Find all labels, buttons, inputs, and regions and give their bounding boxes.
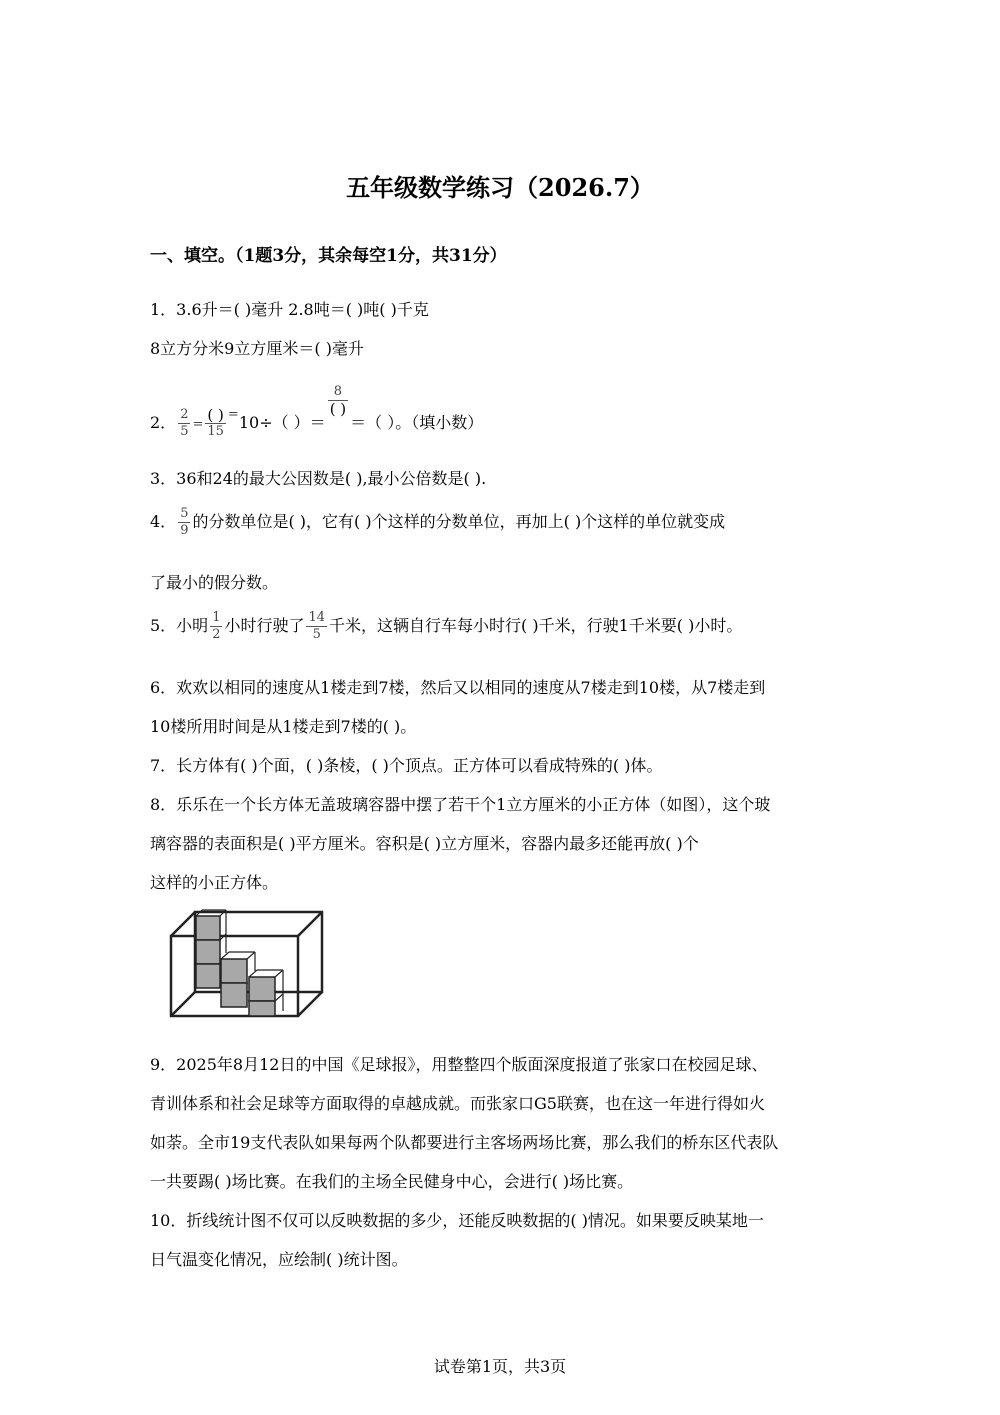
q5-fraction-1 bbox=[210, 610, 222, 643]
question-10-line-1: 10．折线统计图不仅可以反映数据的多少，还能反映数据的( )情况。如果要反映某地一 bbox=[150, 1211, 764, 1230]
glass-container-figure bbox=[165, 907, 330, 1022]
q2-f3-num: 8 bbox=[328, 384, 348, 401]
q2-suffix: ＝（ ）。（填小数） bbox=[350, 413, 484, 432]
q5-f2-den: 5 bbox=[312, 627, 321, 642]
question-6-line-1: 6．欢欢以相同的速度从1楼走到7楼，然后又以相同的速度从7楼走到10楼，从7楼走到 bbox=[150, 678, 766, 697]
question-3: 3．36和24的最大公因数是( ),最小公倍数是( ). bbox=[150, 469, 487, 488]
q2-fraction-1 bbox=[178, 407, 190, 440]
page-footer: 试卷第1页，共3页 bbox=[433, 1357, 567, 1376]
q5-fraction-2 bbox=[306, 610, 327, 643]
q2-f2-num: ( ) bbox=[205, 407, 226, 424]
page-title: 五年级数学练习（2026.7） bbox=[346, 173, 654, 202]
question-9-line-3: 如荼。全市19支代表队如果每两个队都要进行主客场两场比赛，那么我们的桥东区代表队 bbox=[150, 1133, 779, 1152]
question-6-line-2: 10楼所用时间是从1楼走到7楼的( )。 bbox=[150, 717, 417, 736]
q2-middle: 10÷（ ）＝ bbox=[238, 413, 326, 432]
q4-text: 的分数单位是( )，它有( )个这样的分数单位，再加上( )个这样的单位就变成 bbox=[192, 512, 726, 531]
q2-f2-den: 15 bbox=[207, 424, 224, 439]
question-9-line-1: 9．2025年8月12日的中国《足球报》，用整整四个版面深度报道了张家口在校园足球、 bbox=[150, 1055, 768, 1074]
question-2 bbox=[150, 384, 483, 440]
q5-mid: 小时行驶了 bbox=[224, 616, 305, 635]
q2-eq-2: = bbox=[227, 407, 239, 422]
section-heading: 一、填空。（1题3分，其余每空1分，共31分） bbox=[150, 246, 507, 266]
question-10-line-2: 日气温变化情况，应绘制( )统计图。 bbox=[150, 1250, 408, 1269]
question-4 bbox=[150, 506, 725, 539]
q4-f-num: 5 bbox=[180, 506, 189, 521]
question-8-line-1: 8．乐乐在一个长方体无盖玻璃容器中摆了若干个1立方厘米的小正方体（如图），这个玻 bbox=[150, 795, 771, 814]
q2-f1-num: 2 bbox=[180, 407, 189, 422]
q2-prefix: 2． bbox=[150, 413, 177, 432]
question-1-line-2: 8立方分米9立方厘米＝( )毫升 bbox=[150, 339, 364, 358]
question-9-line-4: 一共要踢( )场比赛。在我们的主场全民健身中心，会进行( )场比赛。 bbox=[150, 1172, 634, 1191]
q4-fraction bbox=[178, 506, 190, 539]
q2-f1-den: 5 bbox=[180, 424, 189, 439]
question-9-line-2: 青训体系和社会足球等方面取得的卓越成就。而张家口G5联赛，也在这一年进行得如火 bbox=[150, 1094, 765, 1113]
question-1-line-1: 1．3.6升＝( )毫升 2.8吨＝( )吨( )千克 bbox=[150, 300, 429, 319]
q4-f-den: 9 bbox=[180, 523, 189, 538]
q4-prefix: 4． bbox=[150, 512, 177, 531]
question-4-line-2: 了最小的假分数。 bbox=[150, 573, 279, 592]
q5-f2-num: 14 bbox=[308, 610, 326, 625]
q2-fraction-2 bbox=[205, 407, 226, 440]
q5-text: 千米，这辆自行车每小时行( )千米，行驶1千米要( )小时。 bbox=[329, 616, 743, 635]
q2-fraction-3 bbox=[328, 384, 348, 417]
question-5 bbox=[150, 610, 742, 643]
question-8-line-2: 璃容器的表面积是( )平方厘米。容积是( )立方厘米，容器内最多还能再放( )个 bbox=[150, 834, 699, 853]
q5-prefix: 5．小明 bbox=[150, 616, 209, 635]
q2-f3-den: ( ) bbox=[329, 400, 347, 418]
q5-f1-num: 1 bbox=[212, 610, 221, 625]
q2-eq-1: = bbox=[192, 417, 204, 432]
question-7: 7．长方体有( )个面，( )条棱，( )个顶点。正方体可以看成特殊的( )体。 bbox=[150, 756, 663, 775]
q5-f1-den: 2 bbox=[212, 627, 221, 642]
question-8-line-3: 这样的小正方体。 bbox=[150, 873, 279, 892]
